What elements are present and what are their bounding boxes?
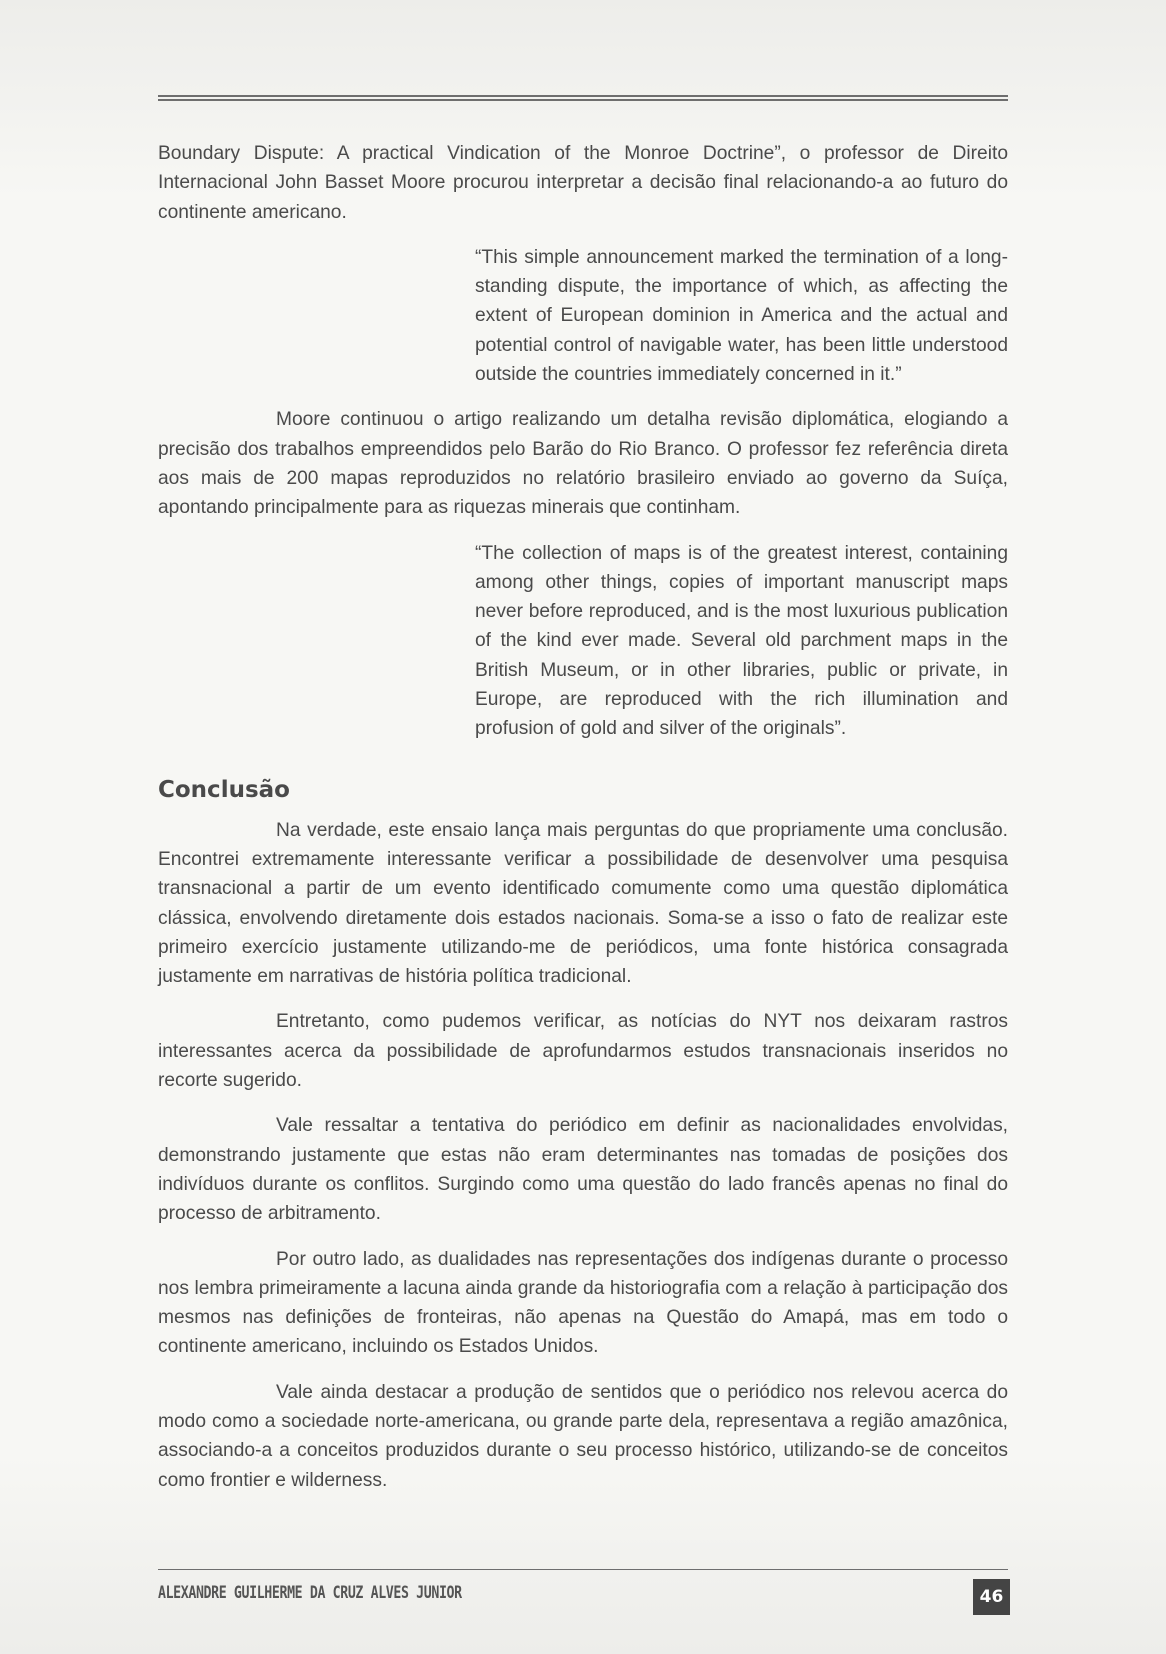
page-number-badge: 46 (973, 1579, 1010, 1615)
section-heading-conclusao: Conclusão (158, 776, 290, 803)
page-content (158, 139, 1008, 1511)
footer-author-name: ALEXANDRE GUILHERME DA CRUZ ALVES JUNIOR (158, 1583, 462, 1603)
footer-rule (158, 1569, 1008, 1570)
header-double-rule (158, 95, 1008, 101)
paragraph-conclusion-5: Vale ainda destacar a produção de sentidos que o periódico nos relevou acerca do modo como a sociedade norte-americana, ou grande parte dela, representava a região amazônica, associando-a a conceitos produzidos durante o seu processo histórico, utilizando-se de conceitos como frontier e wilderness. (158, 1381, 1008, 1491)
paragraph-conclusion-3: Vale ressaltar a tentativa do periódico em definir as nacionalidades envolvidas, demonstrando justamente que estas não eram determinantes nas tomadas de posições dos indivíduos durante os conflitos. Surgindo como uma questão do lado francês apenas no final do processo de arbitramento. (158, 1115, 1008, 1225)
paragraph-conclusion-2: Entretanto, como pudemos verificar, as notícias do NYT nos deixaram rastros interessantes acerca da possibilidade de aprofundarmos estudos transnacionais inseridos no recorte sugerido. (158, 1011, 1008, 1092)
paragraph-conclusion-1: Na verdade, este ensaio lança mais perguntas do que propriamente uma conclusão. Encontrei extremamente interessante verificar a possibilidade de desenvolver uma pesquisa transnacional a partir de um evento identificado comumente como uma questão diplomática clássica, envolvendo diretamente dois estados nacionais. Soma-se a isso o fato de realizar este primeiro exercício justamente utilizando-me de periódicos, uma fonte histórica consagrada justamente em narrativas de história política tradicional. (158, 819, 1008, 988)
paragraph-moore-review: Moore continuou o artigo realizando um detalha revisão diplomática, elogiando a precisão dos trabalhos empreendidos pelo Barão do Rio Branco. O professor fez referência direta aos mais de 200 mapas reproduzidos no relatório brasileiro enviado ao governo da Suíça, apontando principalmente para as riquezas minerais que continham. (158, 409, 1008, 519)
paragraph-intro: Boundary Dispute: A practical Vindication of the Monroe Doctrine”, o professor de Direito Internacional John Basset Moore procurou interpretar a decisão final relacionando-a ao futuro do continente americano. (158, 143, 1008, 223)
paragraph-conclusion-4: Por outro lado, as dualidades nas representações dos indígenas durante o processo nos lembra primeiramente a lacuna ainda grande da historiografia com a relação à participação dos mesmos nas definições de fronteiras, não apenas na Questão do Amapá, mas em todo o continente americano, incluindo os Estados Unidos. (158, 1248, 1008, 1358)
block-quote-maps-collection: “The collection of maps is of the greatest interest, containing among other things, copies of important manuscript maps never before reproduced, and is the most luxurious publication of the kind ever made. Several old parchment maps in the British Museum, or in other libraries, public or private, in Europe, are reproduced with the rich illumination and profusion of gold and silver of the originals”. (475, 542, 1008, 740)
block-quote-moore-announcement: “This simple announcement marked the termination of a long-standing dispute, the importance of which, as affecting the extent of European dominion in America and the actual and potential control of navigable water, has been little understood outside the countries immediately concerned in it.” (475, 246, 1008, 386)
